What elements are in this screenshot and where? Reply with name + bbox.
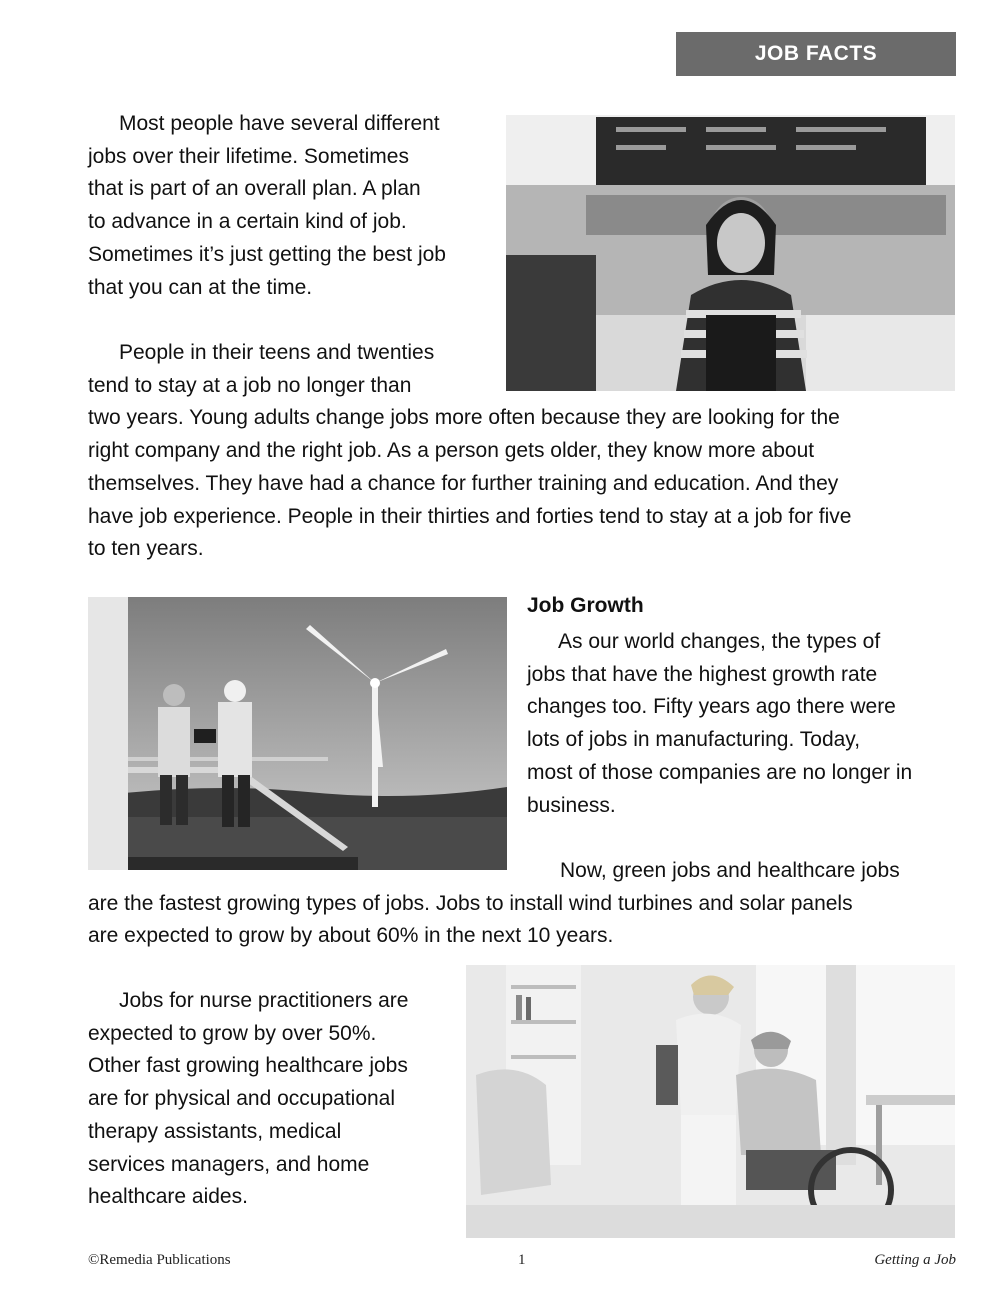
text-line: themselves. They have had a chance for further training and education. And they [88, 471, 839, 495]
text-line: changes too. Fifty years ago there were [527, 695, 896, 719]
intro-paragraph [88, 108, 446, 304]
text-line: jobs that have the highest growth rate [527, 662, 878, 686]
text-line: Jobs for nurse practitioners are [119, 989, 409, 1012]
text-line: to ten years. [88, 537, 204, 561]
text-line: are for physical and occupational [88, 1087, 396, 1111]
text-line: that is part of an overall plan. A plan [88, 177, 421, 201]
growth-paragraph [527, 626, 912, 822]
text-line: most of those companies are no longer in [527, 760, 913, 784]
text-line: healthcare aides. [88, 1185, 248, 1209]
barista-photo [506, 115, 955, 391]
nurse-paragraph [88, 985, 408, 1214]
footer-page-number: 1 [518, 1252, 526, 1268]
text-line: Now, green jobs and healthcare jobs [560, 859, 900, 882]
text-line: are the fastest growing types of jobs. Jobs to install wind turbines and solar panels [88, 891, 853, 915]
text-line: two years. Young adults change jobs more often because they are looking for the [88, 406, 840, 430]
text-line: that you can at the time. [88, 275, 313, 299]
text-line: are expected to grow by about 60% in the next 10 years. [88, 924, 614, 948]
text-line: business. [527, 793, 616, 817]
text-line: Other fast growing healthcare jobs [88, 1054, 408, 1078]
text-line: expected to grow by over 50%. [88, 1021, 377, 1045]
footer-book-title: Getting a Job [874, 1252, 956, 1268]
text-line: have job experience. People in their thirties and forties tend to stay at a job for five [88, 504, 852, 528]
text-line: As our world changes, the types of [558, 630, 881, 653]
footer-copyright: ©Remedia Publications [88, 1252, 231, 1268]
text-line: People in their teens and twenties [119, 341, 435, 364]
text-line: services managers, and home [88, 1152, 370, 1176]
text-line: right company and the right job. As a person gets older, they know more about [88, 439, 815, 463]
green-jobs-paragraph [88, 855, 900, 953]
text-line: lots of jobs in manufacturing. Today, [527, 728, 861, 752]
text-line: Most people have several different [119, 112, 440, 135]
nurse-photo [466, 965, 955, 1238]
text-line: Sometimes it’s just getting the best job [88, 242, 446, 266]
wind-turbine-photo [88, 597, 507, 870]
section-badge: JOB FACTS [676, 32, 956, 76]
text-line: jobs over their lifetime. Sometimes [88, 144, 409, 168]
text-line: to advance in a certain kind of job. [88, 210, 407, 234]
text-line: tend to stay at a job no longer than [88, 373, 412, 397]
job-growth-heading: Job Growth [527, 594, 644, 617]
text-line: therapy assistants, medical [88, 1119, 342, 1143]
